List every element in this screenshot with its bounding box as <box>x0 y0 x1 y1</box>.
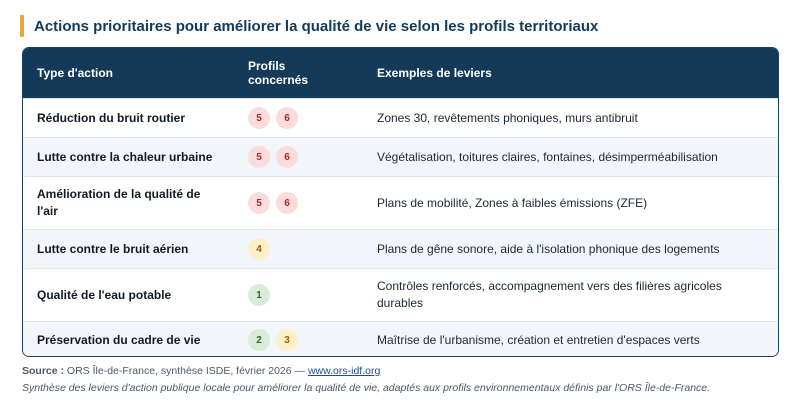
source-link[interactable]: www.ors-idf.org <box>307 365 381 377</box>
row-profiles <box>234 238 365 260</box>
row-type: Amélioration de la qualité de l'air <box>37 187 201 218</box>
row-profiles <box>234 329 365 351</box>
profile-badge: 6 <box>276 107 298 129</box>
profile-badge: 6 <box>276 192 298 214</box>
row-type: Préservation du cadre de vie <box>37 332 201 347</box>
title-accent-bar <box>20 15 24 37</box>
profile-badge: 1 <box>248 284 270 306</box>
row-type: Lutte contre la chaleur urbaine <box>37 149 213 164</box>
header-profiles <box>234 59 365 87</box>
page-title: Actions prioritaires pour améliorer la qualité de vie selon les profils territoriaux <box>34 17 599 35</box>
profile-badge: 4 <box>248 238 270 260</box>
profile-badge: 6 <box>276 146 298 168</box>
row-examples: Végétalisation, toitures claires, fontaines, désimperméabilisation <box>377 149 718 164</box>
header-profiles-line2: concernés <box>248 73 309 87</box>
row-profiles <box>234 192 365 214</box>
row-examples: Plans de mobilité, Zones à faibles émissions (ZFE) <box>377 195 648 210</box>
row-examples: Maîtrise de l'urbanisme, création et entretien d'espaces verts <box>377 332 700 347</box>
table-row <box>23 268 778 321</box>
source-line <box>22 365 380 377</box>
row-examples: Plans de gêne sonore, aide à l'isolation phonique des logements <box>377 241 720 256</box>
title-block <box>20 14 598 38</box>
row-type: Qualité de l'eau potable <box>37 287 172 302</box>
row-profiles <box>234 284 365 306</box>
header-profiles-line1: Profils <box>248 59 286 73</box>
table-row <box>23 98 778 137</box>
row-examples: Zones 30, revêtements phoniques, murs antibruit <box>377 110 638 125</box>
profile-badge: 5 <box>248 107 270 129</box>
header-examples: Exemples de leviers <box>377 66 492 80</box>
source-label: Source : <box>22 365 65 377</box>
header-type: Type d'action <box>37 66 113 80</box>
table-row <box>23 321 778 357</box>
profile-badge: 5 <box>248 146 270 168</box>
row-profiles <box>234 107 365 129</box>
actions-table <box>22 47 779 357</box>
profile-badge: 2 <box>248 329 270 351</box>
table-row <box>23 137 778 176</box>
profile-badge: 3 <box>276 329 298 351</box>
profile-badge: 5 <box>248 192 270 214</box>
source-text: ORS Île-de-France, synthèse ISDE, février 2026 — <box>64 365 308 377</box>
table-header <box>23 48 778 98</box>
row-type: Lutte contre le bruit aérien <box>37 241 189 256</box>
table-row <box>23 229 778 268</box>
table-row <box>23 176 778 229</box>
row-profiles <box>234 146 365 168</box>
row-type: Réduction du bruit routier <box>37 110 185 125</box>
footnote: Synthèse des leviers d'action publique locale pour améliorer la qualité de vie, adaptés aux profils environnementaux définis par l'ORS Île-de-France. <box>22 382 711 394</box>
row-examples: Contrôles renforcés, accompagnement vers des filières agricoles durables <box>377 279 722 310</box>
